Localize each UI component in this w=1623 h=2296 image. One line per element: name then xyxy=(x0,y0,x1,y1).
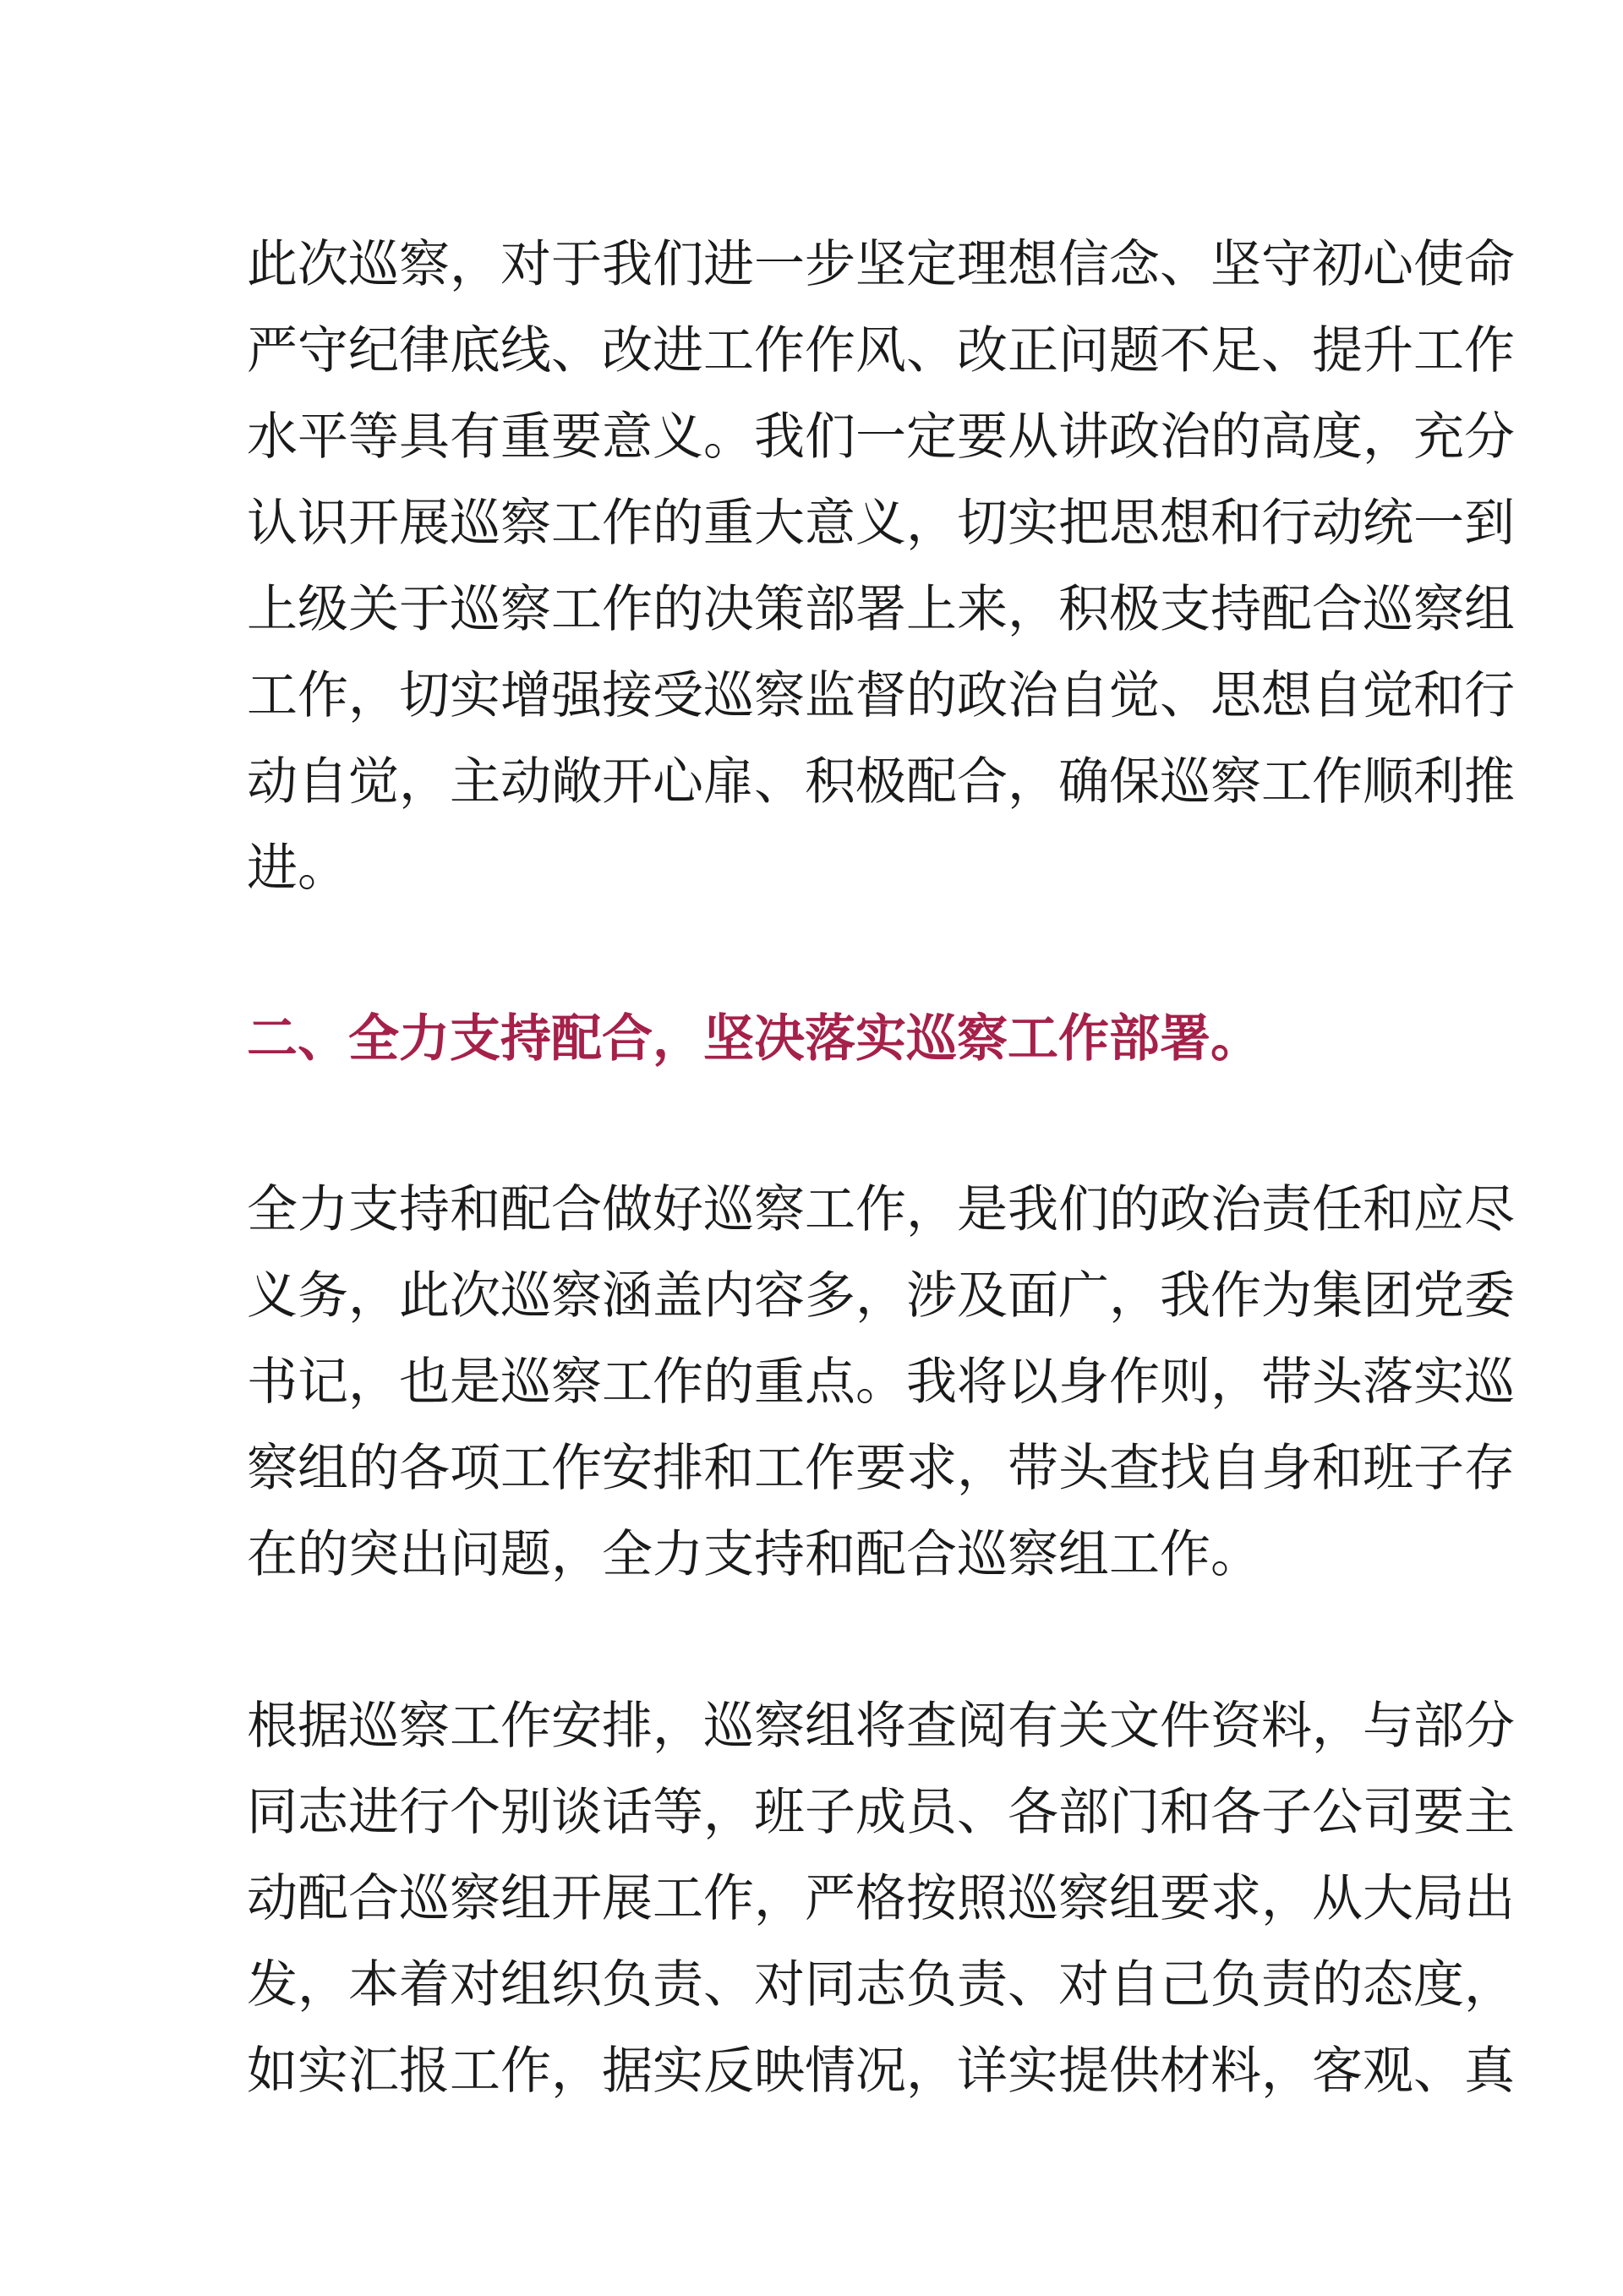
paragraph-spacer xyxy=(247,1082,1388,1167)
paragraph-line: 动自觉，主动敞开心扉、积极配合，确保巡察工作顺利推 xyxy=(247,752,1515,812)
paragraph-line: 动配合巡察组开展工作，严格按照巡察组要求，从大局出 xyxy=(247,1869,1515,1928)
paragraph-line: 义务，此次巡察涵盖内容多，涉及面广，我作为集团党委 xyxy=(247,1266,1515,1326)
paragraph-line: 同志进行个别谈话等，班子成员、各部门和各子公司要主 xyxy=(247,1783,1515,1842)
paragraph-line: 严守纪律底线、改进工作作风、改正问题不足、提升工作 xyxy=(247,321,1515,380)
paragraph-line: 认识开展巡察工作的重大意义，切实把思想和行动统一到 xyxy=(247,494,1515,553)
paragraph-1 xyxy=(247,221,1515,911)
paragraph-3 xyxy=(247,1683,1515,2114)
section-heading: 二、全力支持配合，坚决落实巡察工作部署。 xyxy=(247,1009,1261,1069)
paragraph-line: 水平等具有重要意义。我们一定要从讲政治的高度，充分 xyxy=(247,407,1515,467)
paragraph-2 xyxy=(247,1167,1515,1598)
paragraph-line: 发，本着对组织负责、对同志负责、对自己负责的态度， xyxy=(247,1955,1515,2014)
paragraph-spacer xyxy=(247,911,1388,996)
paragraph-line: 上级关于巡察工作的决策部署上来，积极支持配合巡察组 xyxy=(247,580,1515,639)
paragraph-line: 在的突出问题，全力支持和配合巡察组工作。 xyxy=(247,1525,1261,1584)
paragraph-line: 此次巡察，对于我们进一步坚定理想信念、坚守初心使命 xyxy=(247,235,1515,294)
paragraph-line: 察组的各项工作安排和工作要求，带头查找自身和班子存 xyxy=(247,1439,1515,1498)
paragraph-line: 书记，也是巡察工作的重点。我将以身作则，带头落实巡 xyxy=(247,1353,1515,1412)
paragraph-line: 根据巡察工作安排，巡察组将查阅有关文件资料，与部分 xyxy=(247,1697,1515,1756)
paragraph-line: 工作，切实增强接受巡察监督的政治自觉、思想自觉和行 xyxy=(247,666,1515,725)
paragraph-spacer xyxy=(247,1598,1388,1683)
document-body xyxy=(247,221,1515,2114)
paragraph-line: 全力支持和配合做好巡察工作，是我们的政治责任和应尽 xyxy=(247,1180,1515,1239)
paragraph-line: 如实汇报工作，据实反映情况，详实提供材料，客观、真 xyxy=(247,2042,1515,2101)
paragraph-line: 进。 xyxy=(247,839,348,898)
